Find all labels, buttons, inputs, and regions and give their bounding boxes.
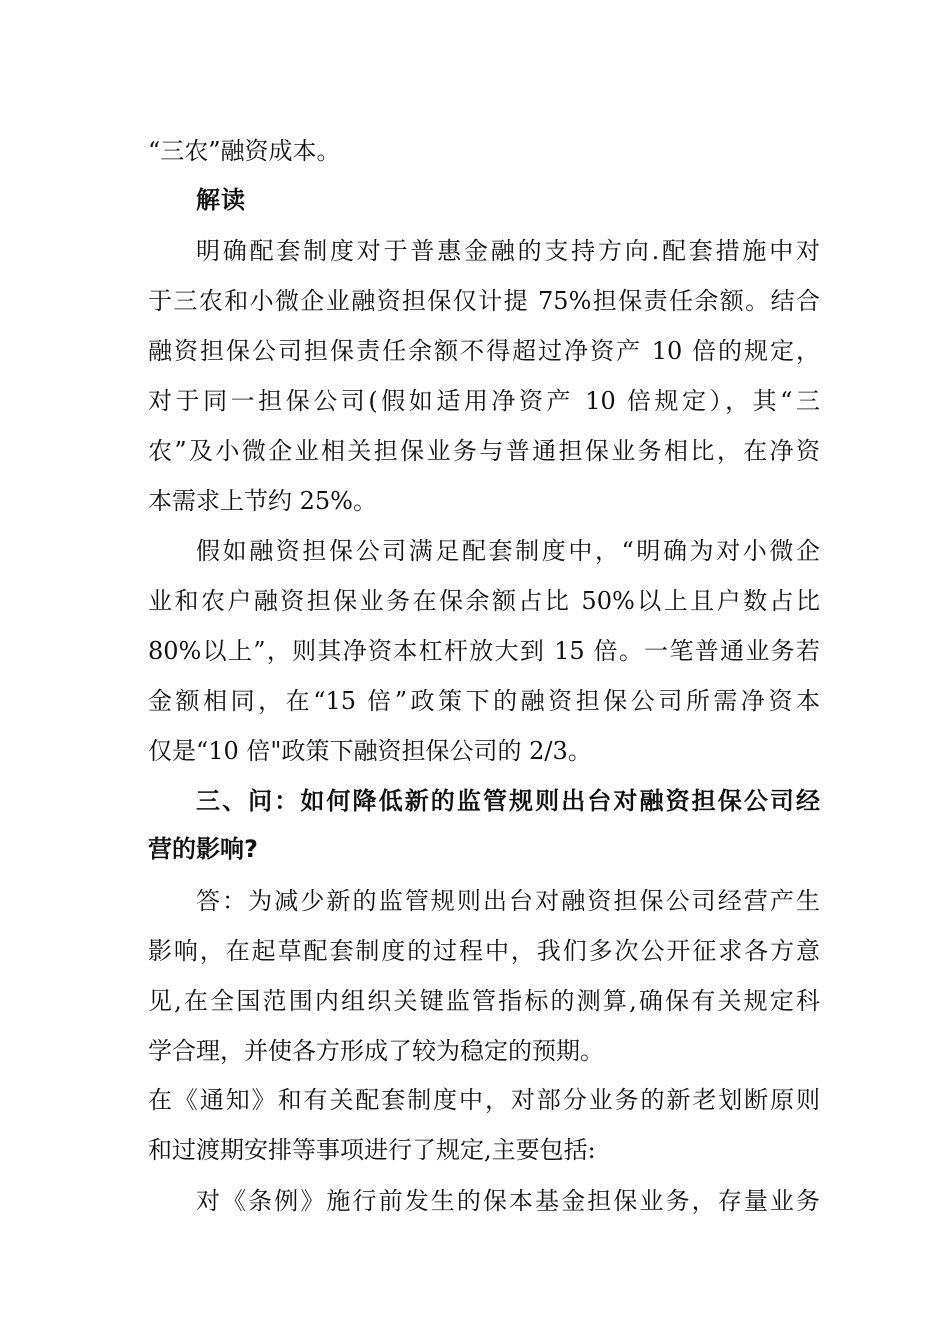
- paragraph-line: 业和农户融资担保业务在保余额占比 50%以上且户数占比: [148, 587, 820, 615]
- section-heading-interpretation: 解读: [196, 186, 246, 214]
- paragraph-line: 假如融资担保公司满足配套制度中，“明确为对小微企: [196, 537, 820, 565]
- answer-line: 学合理，并使各方形成了较为稳定的预期。: [148, 1037, 604, 1065]
- answer-line: 影响，在起草配套制度的过程中，我们多次公开征求各方意: [148, 937, 820, 965]
- paragraph-line: 农”及小微企业相关担保业务与普通担保业务相比，在净资: [148, 437, 820, 465]
- answer-line: 答：为减少新的监管规则出台对融资担保公司经营产生: [196, 887, 820, 915]
- paragraph-line: “三农”融资成本。: [148, 137, 341, 165]
- paragraph-line: 和过渡期安排等事项进行了规定,主要包括:: [148, 1136, 596, 1164]
- question-heading-continued: 营的影响?: [148, 835, 258, 863]
- paragraph-line: 仅是“10 倍"政策下融资担保公司的 2/3。: [148, 737, 592, 765]
- question-heading: 三、问：如何降低新的监管规则出台对融资担保公司经: [196, 787, 820, 815]
- paragraph-line: 融资担保公司担保责任余额不得超过净资产 10 倍的规定，: [148, 337, 820, 365]
- paragraph-line: 在《通知》和有关配套制度中，对部分业务的新老划断原则: [148, 1086, 820, 1114]
- paragraph-line: 金额相同，在“15 倍”政策下的融资担保公司所需净资本: [148, 687, 820, 715]
- paragraph-line: 对于同一担保公司(假如适用净资产 10 倍规定），其“三: [148, 387, 820, 415]
- paragraph-line: 明确配套制度对于普惠金融的支持方向.配套措施中对: [196, 237, 820, 265]
- paragraph-line: 80%以上”，则其净资本杠杆放大到 15 倍。一笔普通业务若: [148, 637, 820, 665]
- paragraph-line: 本需求上节约 25%。: [148, 487, 377, 515]
- answer-line: 见,在全国范围内组织关键监管指标的测算,确保有关规定科: [148, 987, 820, 1015]
- paragraph-line: 对《条例》施行前发生的保本基金担保业务，存量业务: [196, 1187, 820, 1215]
- paragraph-line: 于三农和小微企业融资担保仅计提 75%担保责任余额。结合: [148, 287, 820, 315]
